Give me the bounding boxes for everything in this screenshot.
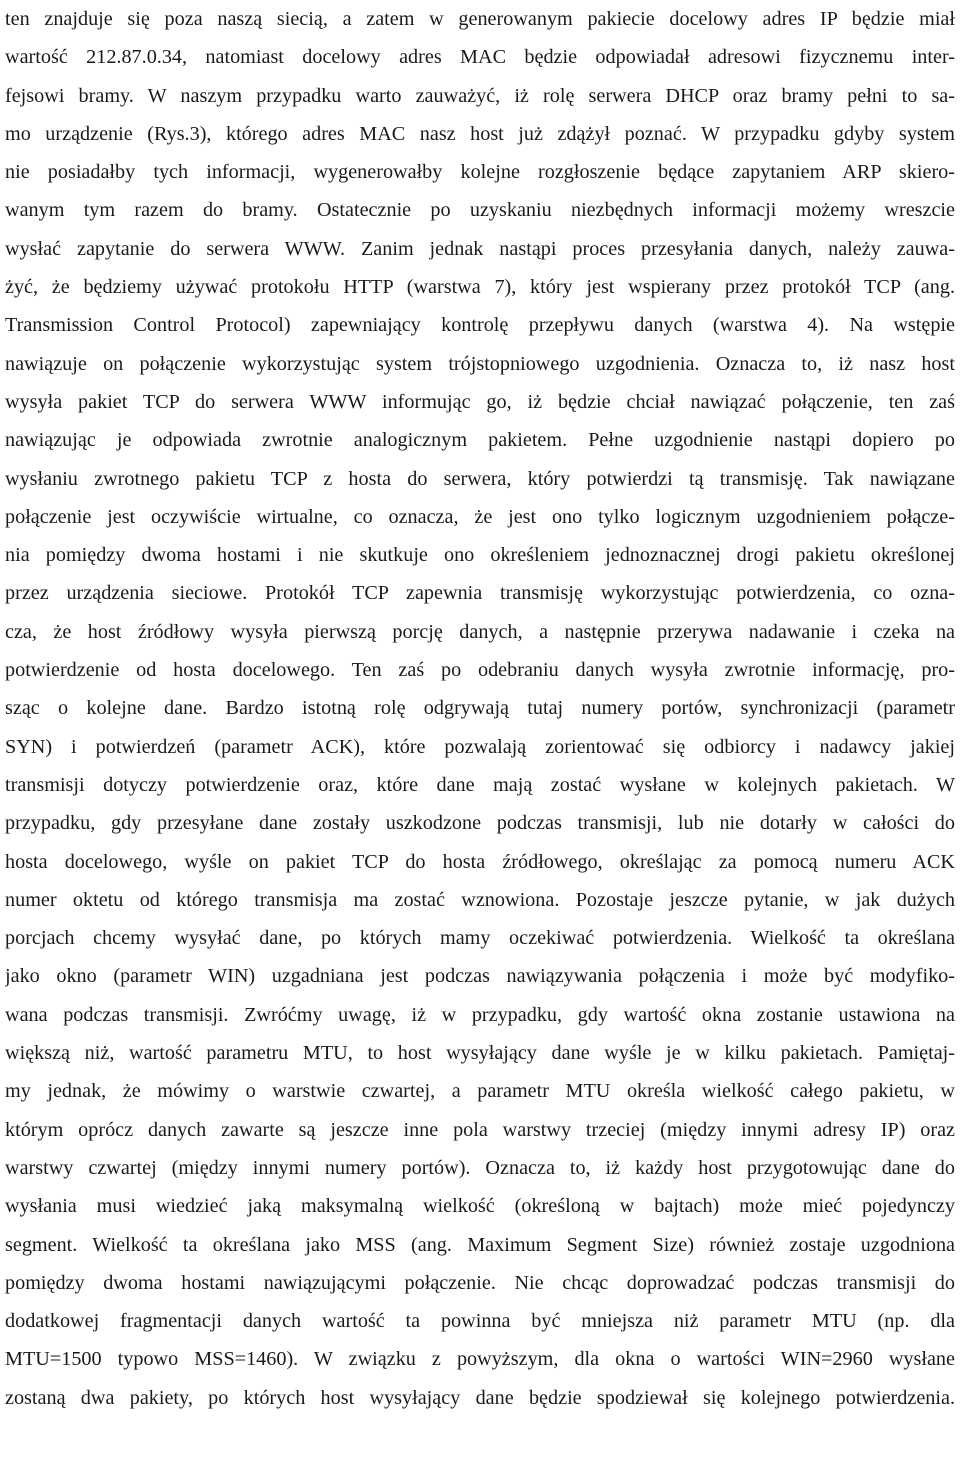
text-line-22: przypadku, gdy przesyłane dane zostały uszkodzone podczas transmisji, lub nie dotarły w całości do <box>5 812 955 835</box>
text-line-13: wysłaniu zwrotnego pakietu TCP z hosta do serwera, który potwierdzi tą transmisję. Tak nawiązane <box>5 467 955 490</box>
text-line-17: cza, że host źródłowy wysyła pierwszą porcję danych, a następnie przerywa nadawanie i czeka na <box>5 620 955 643</box>
text-line-33: segment. Wielkość ta określana jako MSS (ang. Maximum Segment Size) również zostaje uzgodniona <box>5 1233 955 1256</box>
text-line-21: transmisji dotyczy potwierdzenie oraz, które dane mają zostać wysłane w kolejnych pakietach. W <box>5 773 955 796</box>
text-line-4: mo urządzenie (Rys.3), którego adres MAC nasz host już zdążył poznać. W przypadku gdyby system <box>5 122 955 145</box>
text-line-20: SYN) i potwierdzeń (parametr ACK), które pozwalają zorientować się odbiorcy i nadawcy jakiej <box>5 735 955 758</box>
body-text <box>5 0 955 1417</box>
text-line-12: nawiązując je odpowiada zwrotnie analogicznym pakietem. Pełne uzgodnienie nastąpi dopiero po <box>5 429 955 452</box>
text-line-27: wana podczas transmisji. Zwróćmy uwagę, iż w przypadku, gdy wartość okna zostanie ustawiona na <box>5 1003 955 1026</box>
text-line-16: przez urządzenia sieciowe. Protokół TCP zapewnia transmisję wykorzystując potwierdzenia, co ozna- <box>5 582 955 605</box>
text-line-24: numer oktetu od którego transmisja ma zostać wznowiona. Pozostaje jeszcze pytanie, w jak dużych <box>5 888 955 911</box>
text-line-9: Transmission Control Protocol) zapewniający kontrolę przepływu danych (warstwa 4). Na wstępie <box>5 314 955 337</box>
text-line-2: wartość 212.87.0.34, natomiast docelowy adres MAC będzie odpowiadał adresowi fizycznemu inter- <box>5 46 955 69</box>
text-line-8: żyć, że będziemy używać protokołu HTTP (warstwa 7), który jest wspierany przez protokół TCP (ang. <box>5 276 955 299</box>
text-line-15: nia pomiędzy dwoma hostami i nie skutkuje ono określeniem jednoznacznej drogi pakietu określonej <box>5 544 955 567</box>
text-line-23: hosta docelowego, wyśle on pakiet TCP do hosta źródłowego, określając za pomocą numeru ACK <box>5 850 955 873</box>
text-line-25: porcjach chcemy wysyłać dane, po których mamy oczekiwać potwierdzenia. Wielkość ta określana <box>5 927 955 950</box>
text-line-37: zostaną dwa pakiety, po których host wysyłający dane będzie spodziewał się kolejnego potwierdzenia. <box>5 1386 955 1409</box>
text-line-30: którym oprócz danych zawarte są jeszcze inne pola warstwy trzeciej (między innymi adresy IP) oraz <box>5 1118 955 1141</box>
text-line-7: wysłać zapytanie do serwera WWW. Zanim jednak nastąpi proces przesyłania danych, należy zauwa- <box>5 237 955 260</box>
text-line-35: dodatkowej fragmentacji danych wartość ta powinna być mniejsza niż parametr MTU (np. dla <box>5 1310 955 1333</box>
text-line-19: sząc o kolejne dane. Bardzo istotną rolę odgrywają tutaj numery portów, synchronizacji (parametr <box>5 697 955 720</box>
text-line-36: MTU=1500 typowo MSS=1460). W związku z powyższym, dla okna o wartości WIN=2960 wysłane <box>5 1348 955 1371</box>
text-line-34: pomiędzy dwoma hostami nawiązującymi połączenie. Nie chcąc doprowadzać podczas transmisji do <box>5 1271 955 1294</box>
text-line-11: wysyła pakiet TCP do serwera WWW informując go, iż będzie chciał nawiązać połączenie, ten zaś <box>5 390 955 413</box>
text-line-6: wanym tym razem do bramy. Ostatecznie po uzyskaniu niezbędnych informacji możemy wreszcie <box>5 199 955 222</box>
text-line-31: warstwy czwartej (między innymi numery portów). Oznacza to, iż każdy host przygotowując dane do <box>5 1156 955 1179</box>
text-line-18: potwierdzenie od hosta docelowego. Ten zaś po odebraniu danych wysyła zwrotnie informację, pro- <box>5 659 955 682</box>
text-line-14: połączenie jest oczywiście wirtualne, co oznacza, że jest ono tylko logicznym uzgodnieniem połącze- <box>5 505 955 528</box>
text-line-32: wysłania musi wiedzieć jaką maksymalną wielkość (określoną w bajtach) może mieć pojedynczy <box>5 1195 955 1218</box>
text-line-10: nawiązuje on połączenie wykorzystując system trójstopniowego uzgodnienia. Oznacza to, iż nasz host <box>5 352 955 375</box>
text-line-3: fejsowi bramy. W naszym przypadku warto zauważyć, iż rolę serwera DHCP oraz bramy pełni to sa- <box>5 84 955 107</box>
text-line-5: nie posiadałby tych informacji, wygenerowałby kolejne rozgłoszenie będące zapytaniem ARP skiero- <box>5 161 955 184</box>
text-line-26: jako okno (parametr WIN) uzgadniana jest podczas nawiązywania połączenia i może być modyfiko- <box>5 965 955 988</box>
text-line-29: my jednak, że mówimy o warstwie czwartej, a parametr MTU określa wielkość całego pakietu, w <box>5 1080 955 1103</box>
text-line-28: większą niż, wartość parametru MTU, to host wysyłający dane wyśle je w kilku pakietach. Pamiętaj- <box>5 1042 955 1065</box>
text-line-1: ten znajduje się poza naszą siecią, a zatem w generowanym pakiecie docelowy adres IP będzie miał <box>5 8 955 30</box>
